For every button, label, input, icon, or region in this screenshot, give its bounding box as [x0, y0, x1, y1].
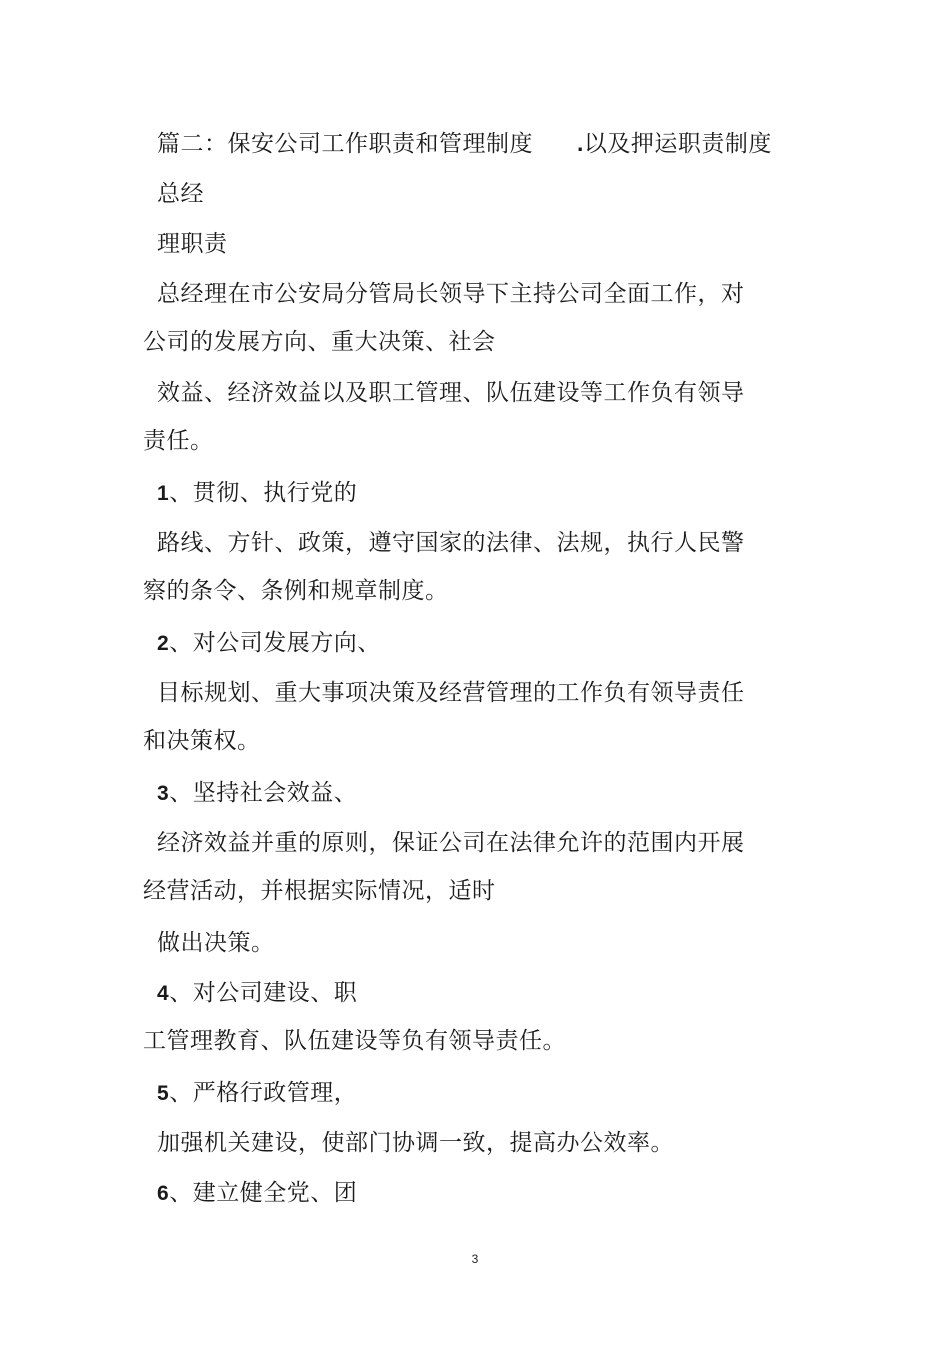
heading-line-1: 总经	[157, 181, 204, 207]
title-dot: .	[577, 130, 584, 156]
item-5-heading	[157, 1078, 357, 1109]
intro-line-3: 效益、经济效益以及职工管理、队伍建设等工作负有领导	[157, 380, 745, 406]
item-2-line-1: 目标规划、重大事项决策及经营管理的工作负有领导责任	[157, 680, 745, 706]
item-3-number: 3	[157, 782, 170, 805]
item-1-number: 1	[157, 482, 170, 505]
item-1-line-2: 察的条令、条例和规章制度。	[143, 578, 449, 604]
page-number: 3	[471, 1252, 479, 1266]
intro-line-2: 公司的发展方向、重大决策、社会	[143, 329, 496, 355]
item-4-heading	[157, 978, 357, 1009]
item-6-heading	[157, 1178, 357, 1209]
item-3-line-3: 做出决策。	[157, 930, 275, 956]
item-2-line-2: 和决策权。	[143, 728, 261, 754]
item-6-head-text: 、建立健全党、团	[169, 1180, 358, 1206]
item-4-line-1: 工管理教育、队伍建设等负有领导责任。	[143, 1028, 566, 1054]
item-5-line-1: 加强机关建设，使部门协调一致，提高办公效率。	[157, 1130, 674, 1156]
item-3-heading	[157, 778, 357, 809]
item-2-head-text: 、对公司发展方向、	[169, 630, 381, 656]
item-3-head-text: 、坚持社会效益、	[169, 780, 358, 806]
item-1-heading	[157, 478, 357, 509]
item-1-head-text: 、贯彻、执行党的	[169, 480, 358, 506]
title-right: 以及押运职责制度	[583, 131, 772, 157]
item-6-number: 6	[157, 1182, 170, 1205]
heading-line-2: 理职责	[157, 231, 228, 257]
item-2-heading	[157, 628, 381, 659]
item-5-head-text: 、严格行政管理，	[169, 1080, 358, 1106]
intro-line-4: 责任。	[143, 428, 214, 454]
item-3-line-2: 经营活动，并根据实际情况，适时	[143, 878, 496, 904]
title-left: 篇二：保安公司工作职责和管理制度	[157, 131, 533, 157]
item-3-line-1: 经济效益并重的原则，保证公司在法律允许的范围内开展	[157, 830, 745, 856]
intro-line-1: 总经理在市公安局分管局长领导下主持公司全面工作，对	[157, 281, 745, 307]
item-4-number: 4	[157, 982, 170, 1005]
document-title	[157, 128, 772, 159]
item-4-head-text: 、对公司建设、职	[169, 980, 358, 1006]
item-1-line-1: 路线、方针、政策，遵守国家的法律、法规，执行人民警	[157, 530, 745, 556]
item-2-number: 2	[157, 632, 170, 655]
item-5-number: 5	[157, 1082, 170, 1105]
